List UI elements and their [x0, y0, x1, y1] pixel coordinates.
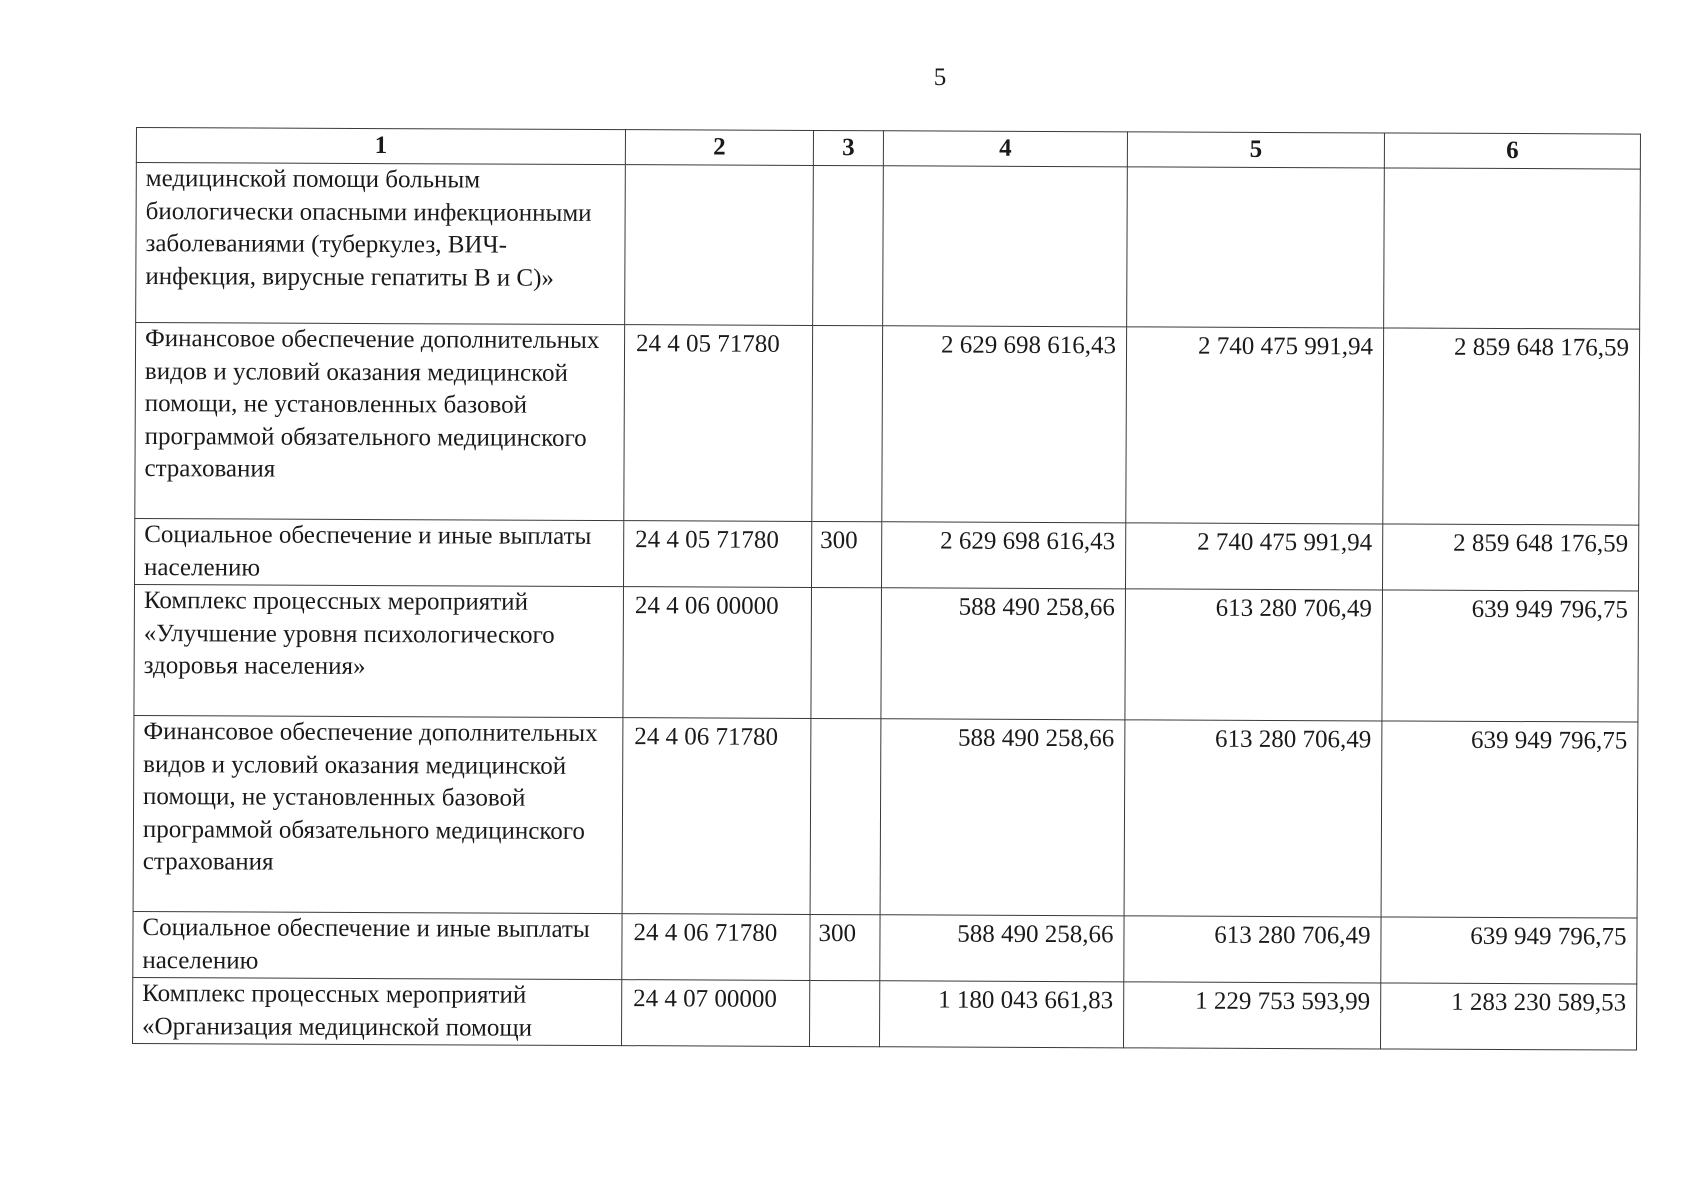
table-row	[133, 911, 1637, 984]
row-name-cell: Комплекс процессных мероприятий «Улучшение уровня психологического здоровья населения»	[134, 584, 624, 717]
row-value-cell-2: 1 229 753 593,99	[1123, 982, 1380, 1049]
row-value-cell-2: 2 740 475 991,94	[1126, 327, 1384, 524]
row-type-cell	[812, 325, 883, 521]
column-header-5: 5	[1127, 132, 1384, 168]
table-row	[136, 163, 1641, 330]
row-value-cell-1: 588 490 258,66	[880, 719, 1125, 916]
row-code-cell: 24 4 06 71780	[622, 914, 810, 981]
row-name-cell: медицинской помощи больным биологически опасными инфекционными заболеваниями (туберкулез, ВИЧ-инфекция, вирусные гепатиты В и С)»	[136, 163, 626, 325]
row-value-cell-2: 613 280 706,49	[1124, 916, 1381, 983]
row-name-cell: Финансовое обеспечение дополнительных видов и условий оказания медицинской помощи, не установленных базовой программой обязательного медицинского страхования	[135, 323, 625, 521]
row-value-cell-3: 1 283 230 589,53	[1380, 983, 1636, 1050]
row-name-cell: Социальное обеспечение и иные выплаты населению	[133, 911, 622, 979]
row-value-cell-2: 613 280 706,49	[1125, 589, 1383, 721]
row-type-cell: 300	[811, 521, 881, 587]
row-type-cell	[810, 718, 881, 914]
row-value-cell-3: 639 949 796,75	[1381, 721, 1638, 918]
row-code-cell	[625, 165, 814, 326]
column-header-3: 3	[813, 130, 883, 165]
row-value-cell-3: 2 859 648 176,59	[1382, 524, 1638, 591]
row-name-cell: Финансовое обеспечение дополнительных видов и условий оказания медицинской помощи, не установленных базовой программой обязательного медицинского страхования	[133, 715, 623, 913]
column-header-4: 4	[883, 131, 1127, 167]
table-row	[135, 323, 1640, 526]
row-code-cell: 24 4 07 00000	[621, 980, 809, 1047]
budget-table	[132, 127, 1641, 1051]
page-number: 5	[933, 64, 947, 91]
row-code-cell: 24 4 06 71780	[622, 718, 811, 915]
row-type-cell	[809, 980, 879, 1046]
row-value-cell-3	[1384, 168, 1641, 329]
row-value-cell-1: 2 629 698 616,43	[882, 326, 1127, 523]
row-code-cell: 24 4 06 00000	[623, 587, 812, 719]
row-type-cell: 300	[810, 914, 880, 980]
row-name-cell: Социальное обеспечение и иные выплаты населению	[135, 518, 624, 586]
row-value-cell-2: 613 280 706,49	[1124, 720, 1382, 917]
row-value-cell-3: 639 949 796,75	[1382, 590, 1639, 722]
row-value-cell-3: 2 859 648 176,59	[1383, 328, 1640, 525]
row-value-cell-3: 639 949 796,75	[1381, 917, 1637, 984]
row-type-cell	[811, 587, 882, 718]
row-value-cell-1: 588 490 258,66	[880, 915, 1124, 982]
row-value-cell-2: 2 740 475 991,94	[1125, 523, 1382, 590]
row-value-cell-1: 588 490 258,66	[881, 588, 1126, 720]
row-type-cell	[813, 165, 884, 325]
table-row	[133, 977, 1637, 1050]
row-value-cell-1: 1 180 043 661,83	[879, 981, 1123, 1048]
row-value-cell-2	[1127, 167, 1385, 328]
table-row	[133, 715, 1638, 918]
row-value-cell-1: 2 629 698 616,43	[881, 522, 1125, 589]
column-header-6: 6	[1384, 133, 1640, 169]
column-header-2: 2	[625, 130, 813, 166]
column-header-1: 1	[136, 128, 625, 165]
table-row	[134, 584, 1639, 722]
row-code-cell: 24 4 05 71780	[623, 521, 811, 588]
row-name-cell: Комплекс процессных мероприятий «Организация медицинской помощи	[133, 977, 622, 1045]
table-row	[135, 518, 1639, 591]
row-value-cell-1	[883, 166, 1128, 327]
row-code-cell: 24 4 05 71780	[624, 325, 813, 522]
